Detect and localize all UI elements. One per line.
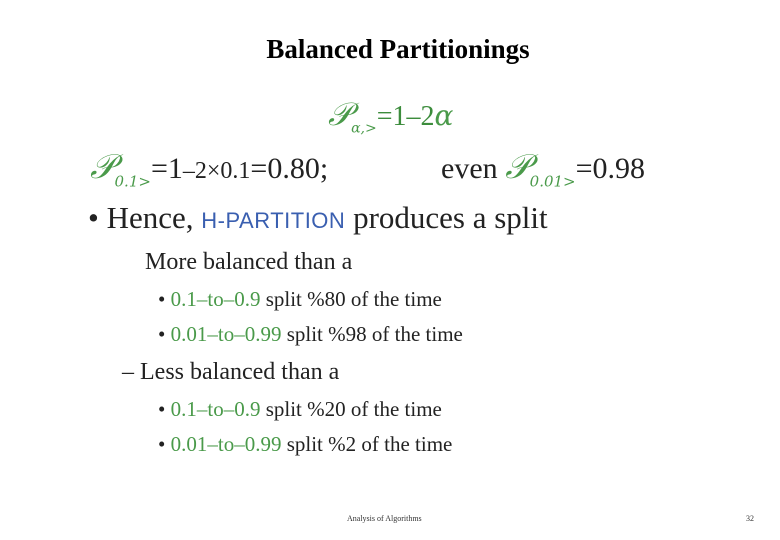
list-item bbox=[158, 397, 442, 422]
bullet-icon: • bbox=[158, 322, 166, 346]
slide-title: Balanced Partitionings bbox=[266, 34, 530, 64]
script-p-symbol: 𝒫 bbox=[328, 95, 352, 133]
split-ratio: 0.1–to–0.9 bbox=[170, 287, 261, 311]
list-item bbox=[158, 322, 463, 347]
bullet-icon: • bbox=[158, 397, 166, 421]
split-ratio: 0.1–to–0.9 bbox=[170, 397, 261, 421]
bullet-text-post: produces a split bbox=[353, 200, 548, 235]
list-item-text: split %20 of the time bbox=[265, 397, 442, 421]
formula-subscript: α,> bbox=[351, 120, 377, 137]
alpha-symbol: α bbox=[434, 99, 454, 132]
even-word: even bbox=[441, 152, 498, 185]
formula-expression: =1–2 bbox=[376, 101, 435, 132]
script-p-symbol: 𝒫 bbox=[90, 147, 115, 187]
split-ratio: 0.01–to–0.99 bbox=[170, 322, 282, 346]
page-number: 32 bbox=[746, 514, 754, 523]
formula-result: =0.80; bbox=[250, 152, 329, 185]
formula-even bbox=[441, 147, 645, 190]
bullet-icon: • bbox=[88, 200, 99, 235]
group1-heading: More balanced than a bbox=[145, 249, 353, 275]
bullet-icon: • bbox=[158, 287, 166, 311]
formula-subscript: 0.01> bbox=[529, 172, 576, 191]
footer-course-title: Analysis of Algorithms bbox=[347, 514, 422, 523]
formula-result: =0.98 bbox=[575, 152, 646, 185]
script-p-symbol: 𝒫 bbox=[505, 147, 530, 187]
formula-subscript: 0.1> bbox=[114, 172, 151, 191]
formula-row bbox=[90, 147, 328, 190]
algorithm-name: H-PARTITION bbox=[201, 208, 346, 233]
group2-heading: – Less balanced than a bbox=[122, 359, 340, 385]
formula-main bbox=[328, 95, 453, 137]
formula-eq: =1 bbox=[150, 152, 183, 185]
list-item bbox=[158, 432, 452, 457]
bullet-icon: • bbox=[158, 432, 166, 456]
list-item bbox=[158, 287, 442, 312]
formula-term: –2×0.1 bbox=[182, 158, 251, 184]
split-ratio: 0.01–to–0.99 bbox=[170, 432, 282, 456]
bullet-main bbox=[88, 200, 548, 236]
list-item-text: split %2 of the time bbox=[286, 432, 453, 456]
list-item-text: split %80 of the time bbox=[265, 287, 442, 311]
bullet-text-pre: Hence, bbox=[106, 200, 194, 235]
list-item-text: split %98 of the time bbox=[286, 322, 463, 346]
